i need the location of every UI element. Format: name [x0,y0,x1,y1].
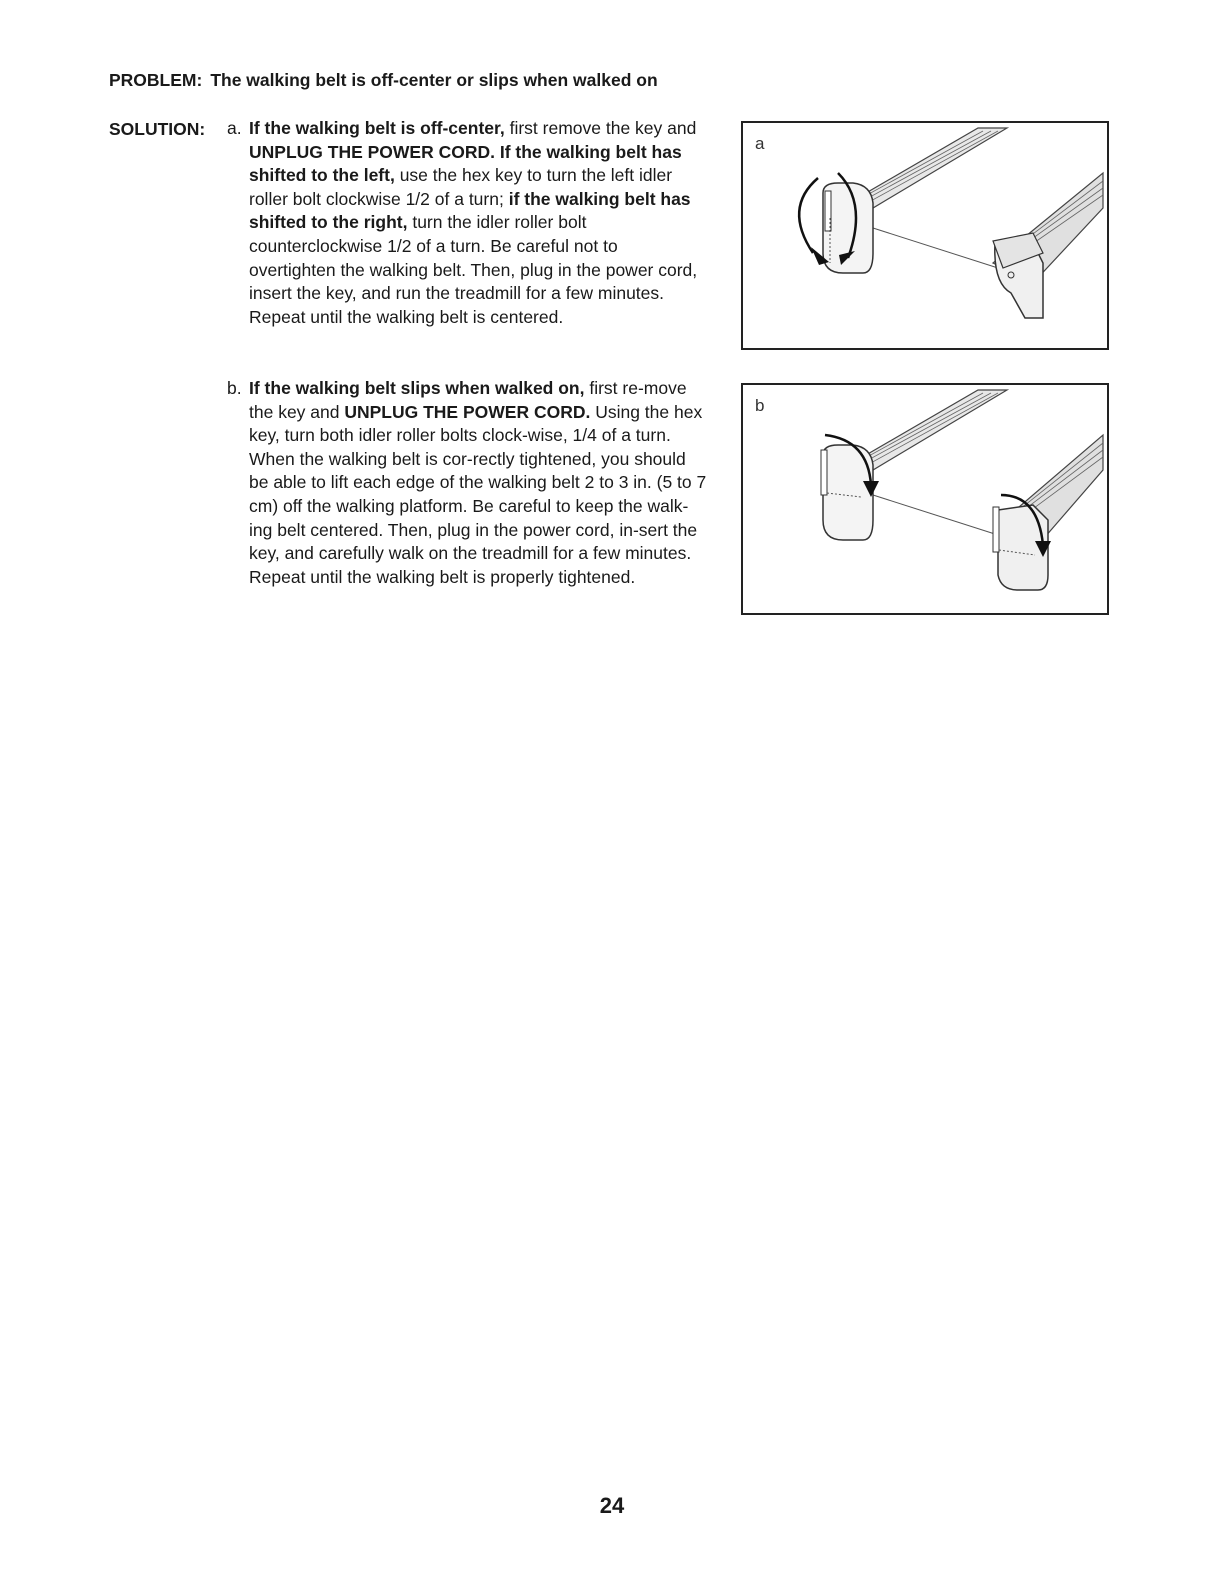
page-number: 24 [599,1493,625,1518]
step-a-letter: a. [227,118,242,138]
step-a-condition-right: if the walking belt has shifted to the right, [249,188,691,233]
figure-b-label: b [755,396,765,415]
treadmill-roller-illustration-a [743,123,1107,348]
step-b-warning: UNPLUG THE POWER CORD. [344,401,591,422]
step-a-warning: UNPLUG THE POWER CORD. If the walking belt has shifted to the left, [249,141,682,186]
step-a-text-3: turn the idler roller bolt counterclockwise 1/2 of a turn. Be careful not to overtighten the walking belt. Then, plug in the power cord, insert the key, and run the treadmill for a few minutes. Repeat until the walking belt is centered. [249,212,698,327]
step-a-condition: If the walking belt is off-center, [249,118,505,138]
figure-a [741,121,1109,350]
step-a-text-2: use the hex key to turn the left idler roller bolt clockwise 1/2 of a turn; [249,165,673,209]
step-b-letter: b. [227,378,242,398]
problem-text: The walking belt is off-center or slips when walked on [210,70,658,90]
figure-b [741,383,1109,615]
solution-step-a [227,117,709,329]
problem-label: PROBLEM: [109,70,203,90]
step-b-text-1: first re-move the key and [249,378,687,422]
step-a-text-1: first remove the key and [504,118,697,138]
problem-heading [109,70,658,91]
solution-step-b [227,377,709,589]
step-b-condition: If the walking belt slips when walked on, [249,378,585,398]
step-b-text-2: Using the hex key, turn both idler roller bolts clock-wise, 1/4 of a turn. When the walking belt is cor-rectly tightened, you should be able to lift each edge of the walking belt 2 to 3 in. (5 to 7 cm) off the walking platform. Be careful to keep the walk-ing belt centered. Then, plug in the power cord, in-sert the key, and carefully walk on the treadmill for a few minutes. Repeat until the walking belt is properly tightened. [249,401,707,587]
solution-label: SOLUTION: [109,119,206,139]
treadmill-roller-illustration-b [743,385,1107,613]
figure-a-label: a [755,134,765,153]
